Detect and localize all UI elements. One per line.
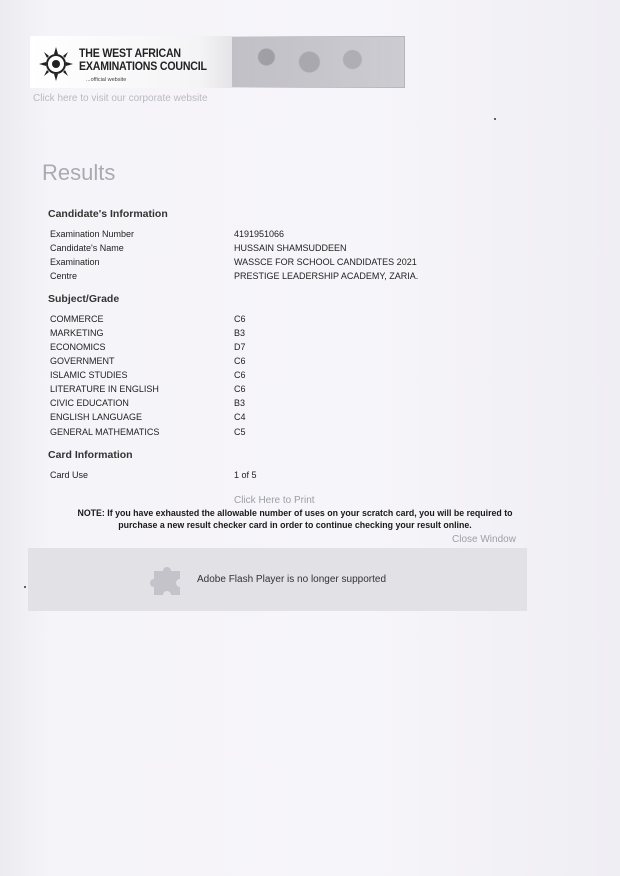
scan-speck <box>24 586 26 588</box>
grade-row <box>50 342 470 355</box>
scratch-card-note <box>60 507 530 531</box>
subject-name: MARKETING <box>50 328 104 338</box>
page-title: Results <box>42 160 116 185</box>
flash-unsupported-message: Adobe Flash Player is no longer supported <box>197 574 387 585</box>
card-use-label: Card Use <box>50 470 89 480</box>
organization-name-line-2: EXAMINATIONS COUNCIL <box>79 61 207 73</box>
subject-name: COMMERCE <box>50 314 104 324</box>
subject-name: GENERAL MATHEMATICS <box>50 427 160 437</box>
banner-photo <box>232 37 404 87</box>
candidate-row-value: WASSCE FOR SCHOOL CANDIDATES 2021 <box>234 257 417 267</box>
subject-name: CIVIC EDUCATION <box>50 398 129 408</box>
note-line-2: purchase a new result checker card in order to continue checking your result online. <box>118 520 472 530</box>
candidate-info-heading: Candidate's Information <box>48 208 168 220</box>
candidate-row-label: Examination <box>50 257 100 267</box>
candidate-row <box>50 229 470 242</box>
candidate-row-value: 4191951066 <box>234 229 285 239</box>
subject-name: LITERATURE IN ENGLISH <box>50 384 159 394</box>
note-line-1: NOTE: If you have exhausted the allowable number of uses on your scratch card, you will be required to <box>77 508 513 518</box>
corporate-website-link[interactable]: Click here to visit our corporate website <box>33 93 208 104</box>
subject-grade: C5 <box>234 427 246 437</box>
subject-name: ECONOMICS <box>50 342 106 352</box>
subject-grade-heading: Subject/Grade <box>48 293 120 305</box>
close-window-link[interactable]: Close Window <box>452 534 516 545</box>
official-website-tag: ...official website <box>86 77 127 83</box>
grade-row <box>50 412 470 425</box>
candidate-row <box>50 257 470 270</box>
candidate-row-label: Centre <box>50 271 78 281</box>
subject-grade: C4 <box>234 412 246 422</box>
print-link[interactable]: Click Here to Print <box>234 495 315 506</box>
subject-grade: C6 <box>234 314 246 324</box>
grade-row <box>50 314 470 327</box>
candidate-row-value: PRESTIGE LEADERSHIP ACADEMY, ZARIA. <box>234 271 419 281</box>
subject-grade: C6 <box>234 384 246 394</box>
candidate-row <box>50 243 470 256</box>
candidate-row <box>50 271 470 284</box>
waec-logo-icon[interactable] <box>38 46 74 82</box>
organization-name[interactable] <box>79 48 226 74</box>
subject-name: ISLAMIC STUDIES <box>50 370 128 380</box>
grade-row <box>50 398 470 411</box>
subject-name: ENGLISH LANGUAGE <box>50 412 143 422</box>
grade-row <box>50 356 470 369</box>
candidate-row-label: Examination Number <box>50 229 135 239</box>
card-use-value: 1 of 5 <box>234 470 257 480</box>
grade-row <box>50 328 470 341</box>
card-info-heading: Card Information <box>48 449 133 461</box>
grade-row <box>50 370 470 383</box>
puzzle-piece-icon <box>150 561 186 597</box>
subject-grade: C6 <box>234 356 246 366</box>
subject-name: GOVERNMENT <box>50 356 115 366</box>
candidate-row-label: Candidate's Name <box>50 243 124 253</box>
subject-grade: B3 <box>234 398 246 408</box>
card-use-row <box>50 470 470 483</box>
grade-row <box>50 384 470 397</box>
subject-grade: B3 <box>234 328 246 338</box>
organization-name-line-1: THE WEST AFRICAN <box>79 48 181 60</box>
candidate-row-value: HUSSAIN SHAMSUDDEEN <box>234 243 347 253</box>
subject-grade: D7 <box>234 342 246 352</box>
grade-row <box>50 427 470 440</box>
subject-grade: C6 <box>234 370 246 380</box>
scan-speck <box>494 118 496 120</box>
